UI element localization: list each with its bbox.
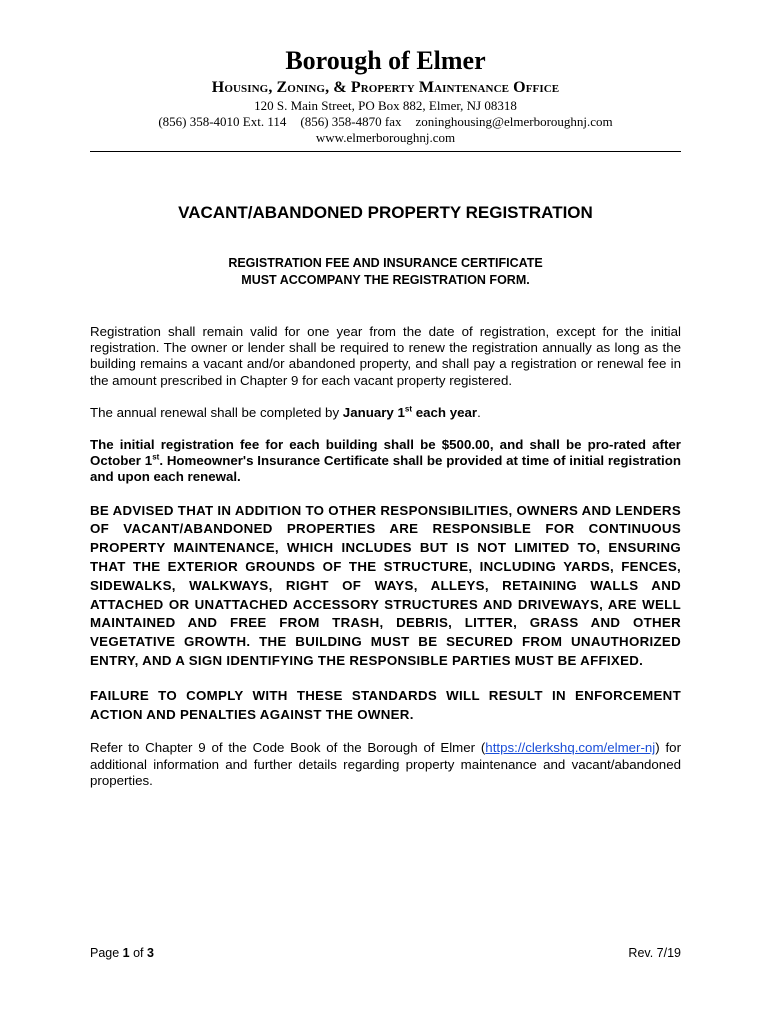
code-reference-paragraph [90,740,681,789]
document-title: VACANT/ABANDONED PROPERTY REGISTRATION [178,203,593,222]
header-divider [90,151,681,152]
renewal-text-end: . [477,404,481,420]
fee-notice [90,255,681,289]
code-reference-prefix: Refer to Chapter 9 of the Code Book of the Borough of Elmer ( [90,740,486,756]
initial-fee-text-a: The initial registration fee for each building shall be $500.00, and shall be pro-rated after October 1 [90,437,681,469]
page-current: 1 [122,946,130,960]
initial-fee-text-b: . Homeowner's Insurance Certificate shall be provided at time of initial registration and upon each renewal. [90,453,681,485]
revision-label: Rev. 7/19 [628,946,681,960]
code-reference-suffix: ) for additional information and further details regarding property maintenance and vacant/abandoned properties. [90,740,681,788]
page-label: Page [90,946,123,960]
organization-title: Borough of Elmer [285,46,486,75]
address-line: 120 S. Main Street, PO Box 882, Elmer, NJ 08318 [254,98,517,113]
fee-notice-line-1: REGISTRATION FEE AND INSURANCE CERTIFICATE [228,256,543,270]
renewal-text-prefix: The annual renewal shall be completed by [90,404,343,420]
page-total: 3 [147,946,154,960]
enforcement-warning-paragraph: FAILURE TO COMPLY WITH THESE STANDARDS WILL RESULT IN ENFORCEMENT ACTION AND PENALTIES AGAINST THE OWNER. [90,687,681,722]
initial-fee-paragraph [90,437,681,486]
page-of: of [129,946,147,960]
renewal-text-suffix: each year [412,404,478,420]
renewal-date-suffix: st [404,404,413,414]
fax-number: (856) 358-4870 fax [300,114,402,129]
document-page [90,44,681,789]
phone-number: (856) 358-4010 Ext. 114 [158,114,287,129]
registration-validity-paragraph: Registration shall remain valid for one year from the date of registration, except for the initial registration. The owner or lender shall be required to renew the registration annually as long as the building remains a vacant and/or abandoned property, and shall pay a registration or renewal fee in the amount prescribed in Chapter 9 for each vacant property registered. [90,324,681,388]
page-number [90,946,154,960]
fee-notice-line-2: MUST ACCOMPANY THE REGISTRATION FORM. [241,273,530,287]
initial-fee-date-suffix: st [152,452,160,462]
contact-line [90,114,681,130]
office-name: Housing, Zoning, & Property Maintenance Office [211,79,560,96]
code-book-link[interactable]: https://clerkshq.com/elmer-nj [485,740,656,756]
annual-renewal-paragraph [90,405,681,421]
page-footer [90,946,681,960]
renewal-date: January 1 [342,404,405,420]
website-line: www.elmerboroughnj.com [315,130,456,145]
email-address: zoninghousing@elmerboroughnj.com [415,114,613,129]
maintenance-advisory-paragraph: BE ADVISED THAT IN ADDITION TO OTHER RESPONSIBILITIES, OWNERS AND LENDERS OF VACANT/ABANDONED PROPERTIES ARE RESPONSIBLE FOR CONTINUOUS PROPERTY MAINTENANCE, WHICH INCLUDES BUT IS NOT LIMITED TO, ENSURING THAT THE EXTERIOR GROUNDS OF THE STRUCTURE, INCLUDING YARDS, FENCES, SIDEWALKS, WALKWAYS, RIGHT OF WAYS, ALLEYS, RETAINING WALLS AND ATTACHED OR UNATTACHED ACCESSORY STRUCTURES AND DRIVEWAYS, ARE WELL MAINTAINED AND FREE FROM TRASH, DEBRIS, LITTER, GRASS AND OTHER VEGETATIVE GROWTH. THE BUILDING MUST BE SECURED FROM UNAUTHORIZED ENTRY, AND A SIGN IDENTIFYING THE RESPONSIBLE PARTIES MUST BE AFFIXED. [90,502,681,668]
